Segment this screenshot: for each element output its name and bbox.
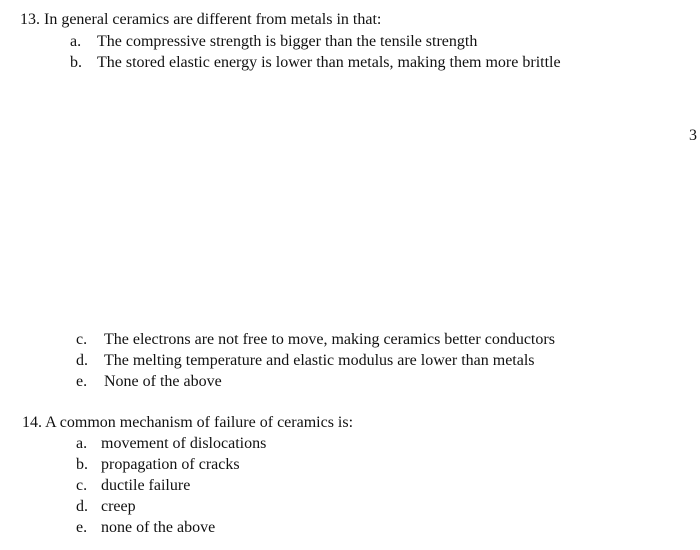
question-13: [20, 11, 381, 29]
option-letter: e.: [76, 519, 88, 536]
option-text: creep: [101, 498, 136, 515]
option-text: The melting temperature and elastic modulus are lower than metals: [104, 352, 535, 369]
option-letter: b.: [70, 54, 82, 71]
option-text: The compressive strength is bigger than the tensile strength: [97, 33, 478, 50]
option-text: ductile failure: [101, 477, 191, 494]
option-letter: d.: [76, 352, 88, 369]
page-number: 3: [689, 127, 697, 144]
option-text: None of the above: [104, 373, 222, 390]
question-14-prompt: A common mechanism of failure of ceramics is:: [45, 414, 354, 431]
option-letter: c.: [76, 477, 88, 494]
option-text: The electrons are not free to move, making ceramics better conductors: [104, 331, 555, 348]
option-letter: d.: [76, 498, 88, 515]
option-letter: a.: [76, 435, 88, 452]
option-letter: c.: [76, 331, 88, 348]
option-text: The stored elastic energy is lower than metals, making them more brittle: [97, 54, 561, 71]
option-text: movement of dislocations: [101, 435, 267, 452]
question-14-number: 14.: [22, 414, 42, 431]
option-letter: b.: [76, 456, 88, 473]
option-text: propagation of cracks: [101, 456, 240, 473]
question-13-number: 13.: [20, 11, 40, 28]
question-13-prompt: In general ceramics are different from metals in that:: [44, 11, 382, 28]
option-text: none of the above: [101, 519, 216, 536]
option-letter: e.: [76, 373, 88, 390]
question-14: [22, 414, 353, 432]
option-letter: a.: [70, 33, 82, 50]
